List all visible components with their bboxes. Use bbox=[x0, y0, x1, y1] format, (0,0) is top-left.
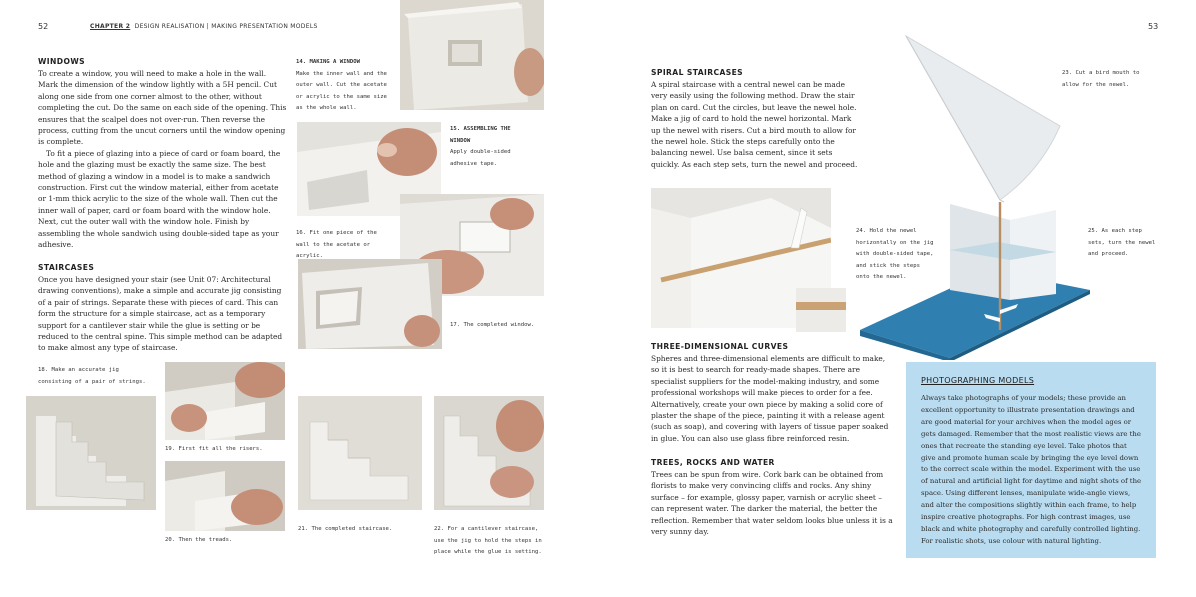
caption-18: 18. Make an accurate jig consisting of a pair of strings. bbox=[38, 367, 146, 385]
trees-heading: TREES, ROCKS AND WATER bbox=[651, 458, 775, 467]
windows-heading: WINDOWS bbox=[38, 57, 85, 66]
photographing-models-box bbox=[906, 362, 1156, 558]
photo-fit-treads bbox=[165, 461, 285, 531]
photo-window-walls bbox=[400, 0, 544, 110]
photo-spiral-model bbox=[860, 190, 1090, 360]
caption-19: 19. First fit all the risers. bbox=[165, 446, 263, 452]
page-number-left: 52 bbox=[38, 22, 49, 31]
caption-23: 23. Cut a bird mouth to allow for the newel. bbox=[1062, 70, 1140, 88]
staircases-heading: STAIRCASES bbox=[38, 263, 95, 272]
curves-section bbox=[651, 342, 895, 444]
staircases-para: Once you have designed your stair (see Unit 07: Architectural drawing conventions), make a simple and accurate jig consisting of a pair of strings. Separate these with pieces of card. This can form the structure for a simple staircase, act as a temporary support for a cantilever stair while the glue is setting or be reduced to the central spine. This simple method can be adapted to make almost any type of staircase. bbox=[38, 275, 283, 353]
caption-14-text: Make the inner wall and the outer wall. Cut the acetate or acrylic to the same size as the whole wall. bbox=[296, 70, 387, 111]
caption-14-heading: 14. MAKING A WINDOW bbox=[296, 59, 360, 65]
photo-bird-mouth-card bbox=[876, 30, 1066, 210]
photo-completed-window bbox=[298, 259, 442, 349]
photo-completed-staircase bbox=[298, 396, 422, 510]
curves-heading: THREE-DIMENSIONAL CURVES bbox=[651, 342, 789, 351]
running-head-title: DESIGN REALISATION | MAKING PRESENTATION MODELS bbox=[134, 23, 318, 30]
windows-para-1: To create a window, you will need to make a hole in the wall. Mark the dimension of the window lightly with a 5H pencil. Cut along one side from one corner almost to the other, without completing the cut. Do the same on each side of the opening. This ensures that the scalpel does not over-run. Then reverse the process, cutting from the uncut corners until the window opening is complete. bbox=[38, 69, 287, 147]
spiral-para: A spiral staircase with a central newel can be made very easily using the following method. Draw the stair plan on card. Cut the circles, but leave the newel hole. Make a jig of card to hold the newel horizontal. Mark up the newel with risers. Cut a bird mouth to allow for the newel hole. Stick the steps carefully onto the balancing newel. Use balsa cement, since it sets quickly. As each step sets, turn the newel and proceed. bbox=[651, 80, 858, 169]
trees-para: Trees can be spun from wire. Cork bark can be obtained from florists to make very convincing cliffs and rocks. Any shiny surface – for example, glossy paper, varnish or acrylic sheet – can represent water. The darker the material, the better the reflection. Remember that water seldom looks blue unless it is a very sunny day. bbox=[651, 470, 893, 537]
running-head-chapter: CHAPTER 2 bbox=[90, 23, 131, 30]
caption-15-text: Apply double-sided adhesive tape. bbox=[450, 149, 511, 167]
photographing-heading: PHOTOGRAPHING MODELS bbox=[921, 376, 1035, 385]
trees-section bbox=[651, 458, 895, 537]
page-number-right: 53 bbox=[1148, 22, 1159, 31]
caption-16: 16. Fit one piece of the wall to the acetate or acrylic. bbox=[296, 230, 377, 259]
photo-fit-risers bbox=[165, 362, 285, 440]
caption-20: 20. Then the treads. bbox=[165, 537, 233, 543]
caption-15-heading: 15. ASSEMBLING THE WINDOW bbox=[450, 126, 511, 144]
caption-14 bbox=[296, 57, 392, 115]
photo-cantilever-staircase bbox=[434, 396, 544, 510]
photo-newel-inset bbox=[796, 288, 846, 332]
caption-25: 25. As each step sets, turn the newel and proceed. bbox=[1088, 228, 1156, 257]
caption-17: 17. The completed window. bbox=[450, 322, 535, 328]
photographing-para: Always take photographs of your models; these provide an excellent opportunity to illustrate presentation drawings and are good material for your archives when the model ages or gets damaged. Remember that the most realistic views are the ones that recreate the standing eye level. Take photos that give and promote human scale by bringing the eye level down to the correct scale within the model. Experiment with the use of natural and artificial light for daytime and night shots of the space. Using different lenses, manipulate wide-angle views, and alter the compositions slightly within each frame, to help inspire creative photographs. For high contrast images, use black and white photography and carefully controlled lighting. For realistic shots, use colour with natural lighting. bbox=[921, 394, 1142, 545]
photo-stair-jig bbox=[26, 396, 156, 510]
spiral-heading: SPIRAL STAIRCASES bbox=[651, 68, 744, 77]
spiral-section bbox=[651, 68, 863, 170]
caption-15 bbox=[450, 124, 520, 170]
curves-para: Spheres and three-dimensional elements are difficult to make, so it is best to search for ready-made shapes. There are specialist suppliers for the model-making industry, and some professional workshops will make pieces to order for a fee. Alternatively, create your own piece by making a solid core of plaster the shape of the piece, painting it with a release agent (such as soap), and covering with layers of tissue paper soaked in glue. You can also use glass fibre reinforced resin. bbox=[651, 354, 889, 443]
running-head bbox=[90, 23, 318, 30]
caption-21: 21. The completed staircase. bbox=[298, 526, 393, 532]
windows-section bbox=[38, 57, 288, 251]
windows-para-2: To fit a piece of glazing into a piece of card or foam board, the hole and the glazing must be exactly the same size. The best method of glazing a window in a model is to make a sandwich construction. First cut the window material, either from acetate or 1-mm thick acrylic to the size of the whole wall. Then cut the inner wall of paper, card or foam board with the window hole. Next, cut the outer wall with the window hole. Finish by assembling the whole sandwich using double-sided tape as your adhesive. bbox=[38, 148, 281, 250]
staircases-section bbox=[38, 263, 288, 354]
caption-22: 22. For a cantilever staircase, use the jig to hold the steps in place while the glue is setting. bbox=[434, 526, 542, 555]
caption-24: 24. Hold the newel horizontally on the jig with double-sided tape, and stick the steps onto the newel. bbox=[856, 228, 934, 280]
